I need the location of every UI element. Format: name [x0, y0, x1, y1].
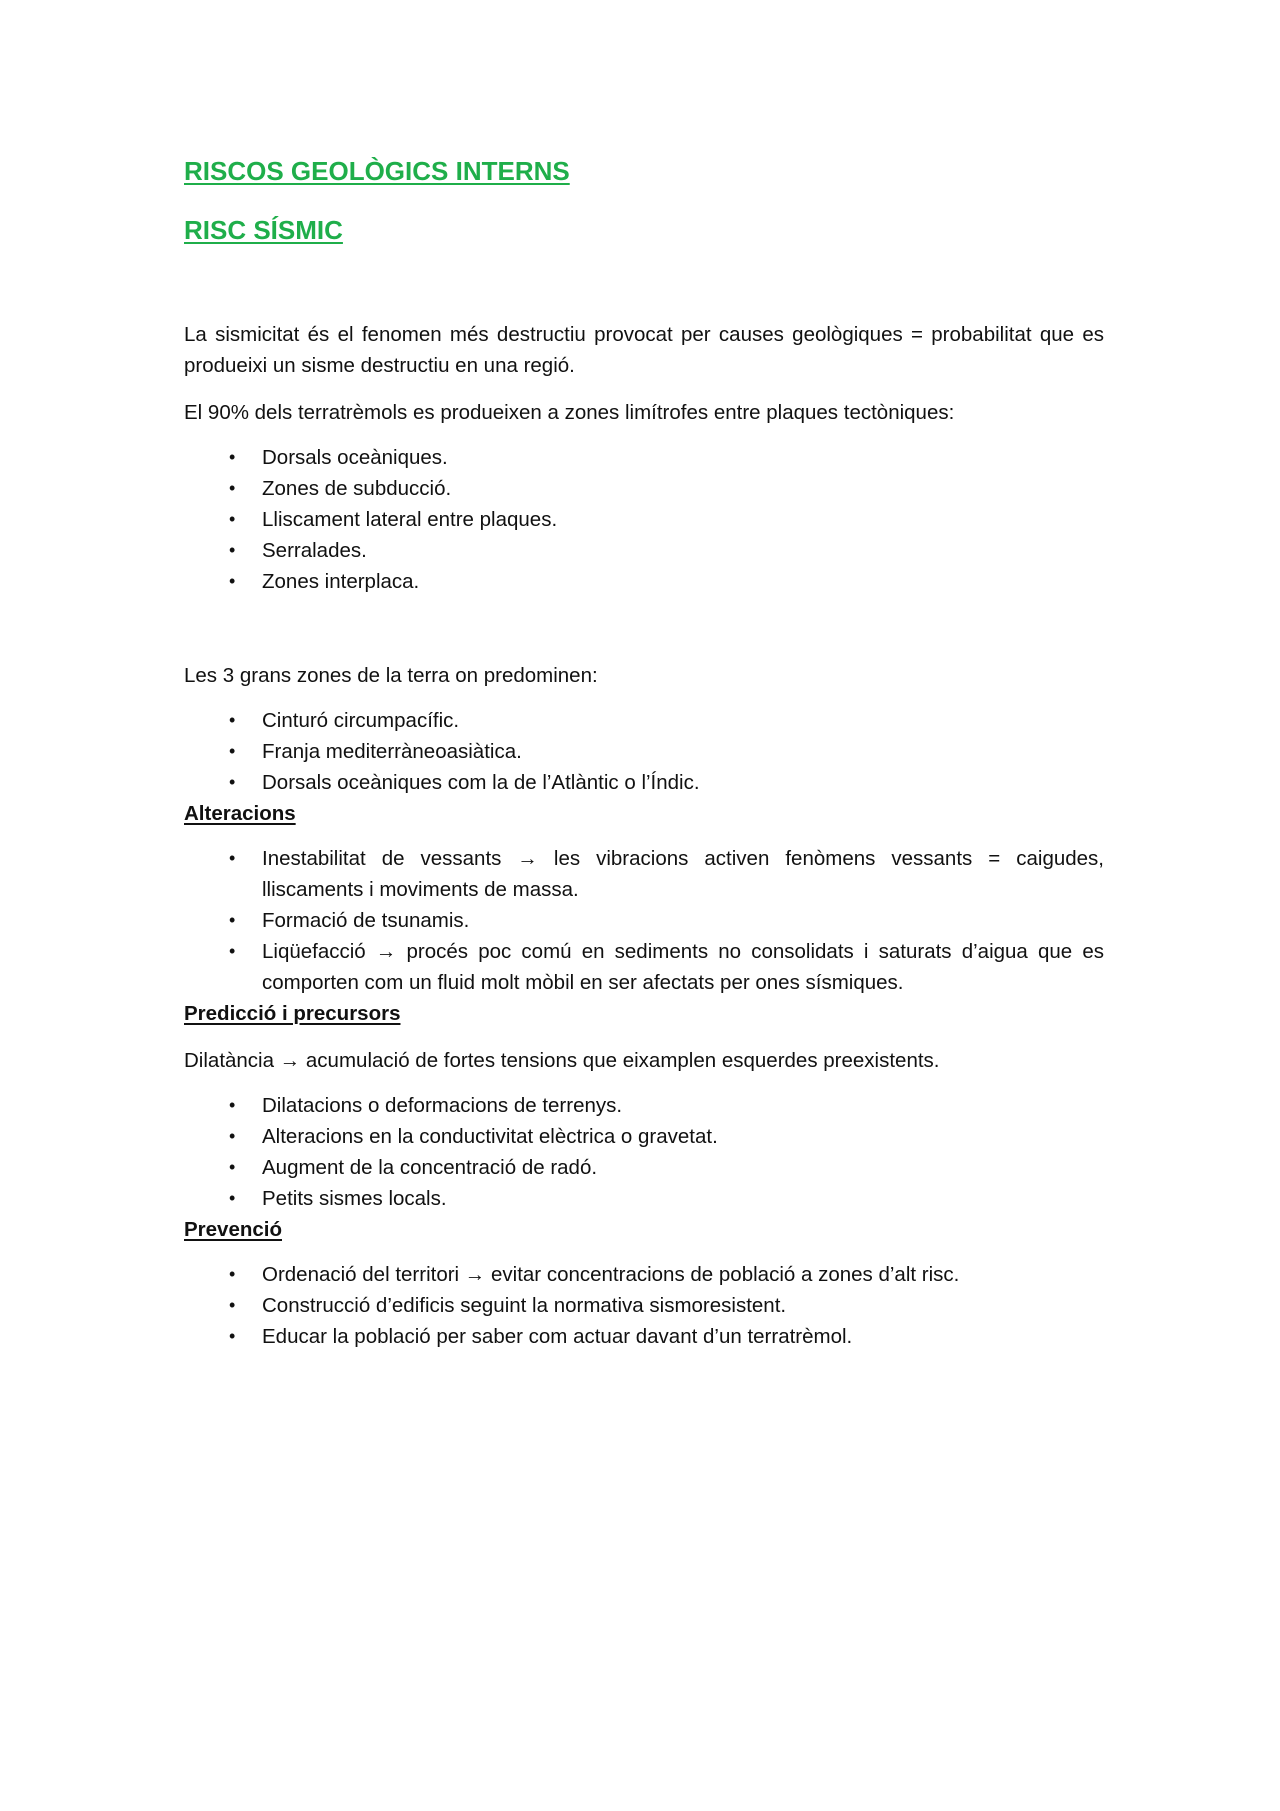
zones-intro-paragraph: Les 3 grans zones de la terra on predominen:	[184, 664, 598, 687]
bullet-icon: •	[229, 941, 236, 961]
title-block	[184, 154, 1104, 189]
list-item: • Formació de tsunamis.	[184, 905, 1104, 936]
document-content	[184, 154, 1104, 1352]
prediccio-paragraph: Dilatància → acumulació de fortes tensions que eixamplen esquerdes preexistents.	[184, 1049, 940, 1072]
bullet-icon: •	[229, 1157, 236, 1177]
prevencio-heading: Prevenció	[184, 1218, 282, 1241]
list-item: • Zones de subducció.	[184, 473, 1104, 504]
prevencio-list	[184, 1259, 1104, 1352]
bullet-icon: •	[229, 1126, 236, 1146]
list-item: • Dorsals oceàniques com la de l’Atlàntic o l’Índic.	[184, 767, 1104, 798]
list-item: • Petits sismes locals.	[184, 1183, 1104, 1214]
plates-intro-paragraph: El 90% dels terratrèmols es produeixen a zones limítrofes entre plaques tectòniques:	[184, 401, 955, 424]
document-title: RISCOS GEOLÒGICS INTERNS	[184, 156, 570, 186]
bullet-icon: •	[229, 848, 236, 868]
bullet-icon: •	[229, 447, 236, 467]
bullet-icon: •	[229, 772, 236, 792]
bullet-icon: •	[229, 1188, 236, 1208]
list-item: • Dorsals oceàniques.	[184, 442, 1104, 473]
list-item: • Cinturó circumpacífic.	[184, 705, 1104, 736]
list-item: • Dilatacions o deformacions de terrenys.	[184, 1090, 1104, 1121]
intro-paragraph: La sismicitat és el fenomen més destructiu provocat per causes geològiques = probabilitat que es produeixi un sisme destructiu en una regió.	[184, 323, 1104, 377]
prediccio-heading: Predicció i precursors	[184, 1002, 401, 1025]
plates-list	[184, 442, 1104, 597]
bullet-icon: •	[229, 710, 236, 730]
list-item: • Franja mediterràneoasiàtica.	[184, 736, 1104, 767]
list-item: • Alteracions en la conductivitat elèctrica o gravetat.	[184, 1121, 1104, 1152]
bullet-icon: •	[229, 1264, 236, 1284]
bullet-icon: •	[229, 509, 236, 529]
list-item: • Serralades.	[184, 535, 1104, 566]
subtitle-block	[184, 213, 1104, 248]
zones-list	[184, 705, 1104, 798]
list-item: • Liqüefacció → procés poc comú en sediments no consolidats i saturats d’aigua que es comporten com un fluid molt mòbil en ser afectats per ones sísmiques.	[184, 936, 1104, 998]
bullet-icon: •	[229, 741, 236, 761]
bullet-icon: •	[229, 540, 236, 560]
bullet-icon: •	[229, 1326, 236, 1346]
bullet-icon: •	[229, 571, 236, 591]
bullet-icon: •	[229, 1295, 236, 1315]
prediccio-list	[184, 1090, 1104, 1214]
list-item: • Educar la població per saber com actuar davant d’un terratrèmol.	[184, 1321, 1104, 1352]
list-item: • Lliscament lateral entre plaques.	[184, 504, 1104, 535]
bullet-icon: •	[229, 910, 236, 930]
document-subtitle: RISC SÍSMIC	[184, 215, 343, 245]
alteracions-list	[184, 843, 1104, 998]
list-item: • Ordenació del territori → evitar concentracions de població a zones d’alt risc.	[184, 1259, 1104, 1290]
list-item: • Augment de la concentració de radó.	[184, 1152, 1104, 1183]
list-item: • Zones interplaca.	[184, 566, 1104, 597]
list-item: • Construcció d’edificis seguint la normativa sismoresistent.	[184, 1290, 1104, 1321]
alteracions-heading: Alteracions	[184, 802, 296, 825]
bullet-icon: •	[229, 478, 236, 498]
bullet-icon: •	[229, 1095, 236, 1115]
list-item: • Inestabilitat de vessants → les vibracions activen fenòmens vessants = caigudes, lliscaments i moviments de massa.	[184, 843, 1104, 905]
